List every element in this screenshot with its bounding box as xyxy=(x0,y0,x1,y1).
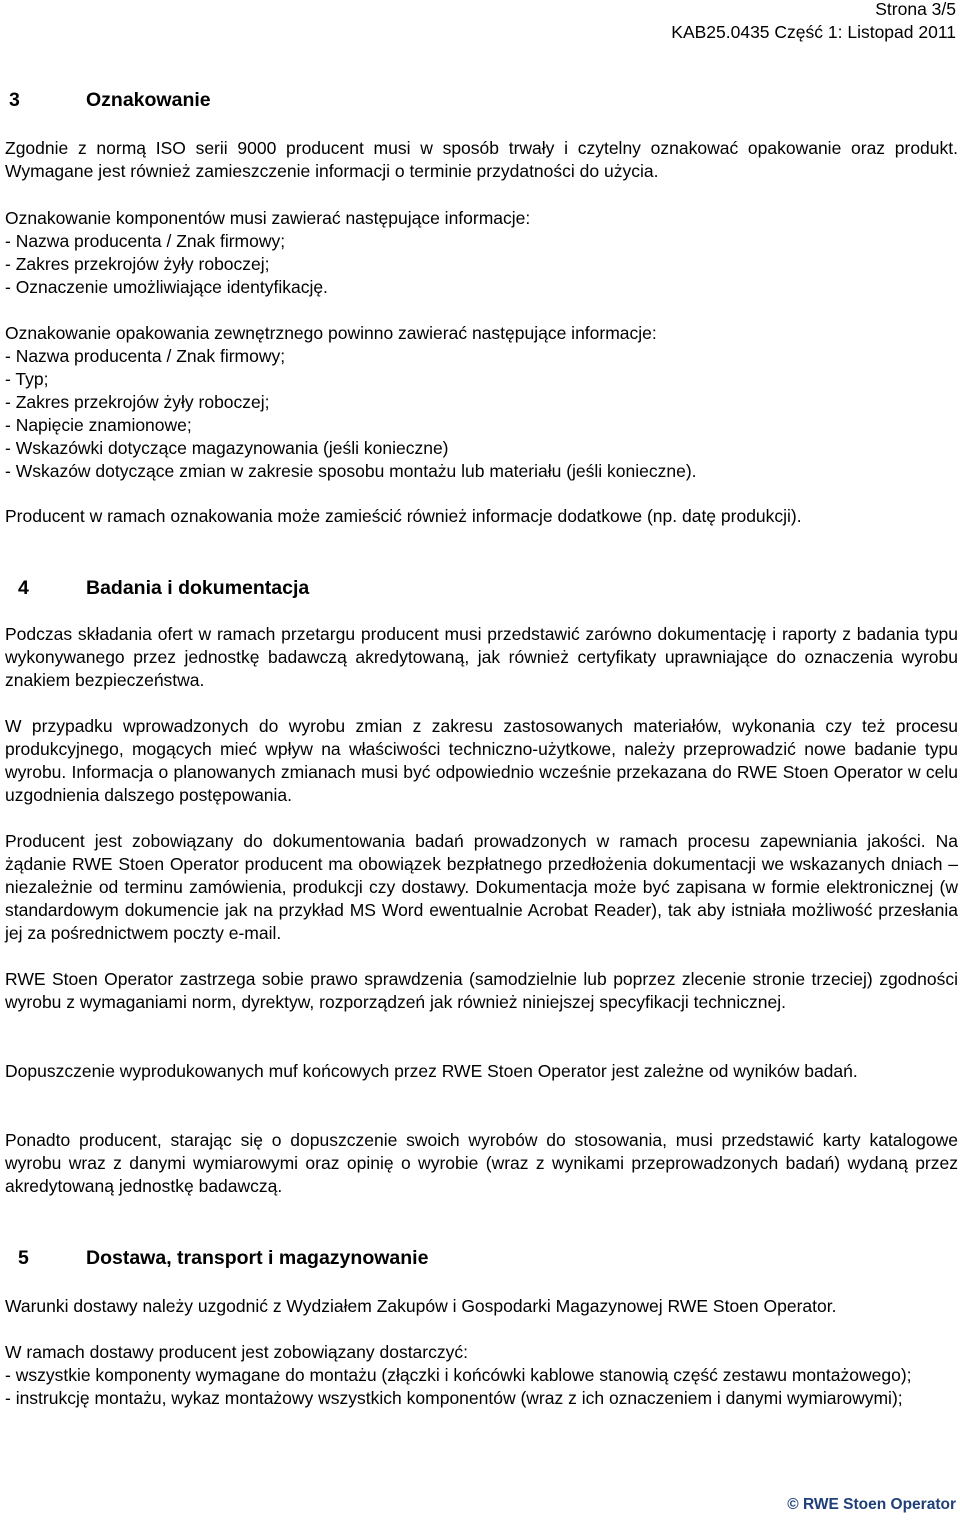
page-header xyxy=(671,0,956,44)
section-4-paragraph-5: Dopuszczenie wyprodukowanych muf końcowych przez RWE Stoen Operator jest zależne od wyników badań. xyxy=(5,1061,858,1081)
document-id: KAB25.0435 Część 1: Listopad 2011 xyxy=(671,22,956,42)
section-3-component-marking xyxy=(5,207,958,299)
list-item: - Zakres przekrojów żyły roboczej; xyxy=(5,254,270,274)
list-item: - instrukcję montażu, wykaz montażowy wszystkich komponentów (wraz z ich oznaczeniem i danymi wymiarowymi); xyxy=(5,1388,903,1408)
section-3-packaging-marking xyxy=(5,322,958,483)
list-item: - Napięcie znamionowe; xyxy=(5,415,192,435)
section-4-paragraph-2: W przypadku wprowadzonych do wyrobu zmian z zakresu zastosowanych materiałów, wykonania czy też procesu produkcyjnego, mogących mieć wpływ na właściwości techniczno-użytkowe, należy przeprowadzić nowe badanie typu wyrobu. Informacja o planowanych zmianach musi być odpowiednio wcześnie przekazana do RWE Stoen Operator w celu uzgodnienia dalszego postępowania. xyxy=(5,716,958,805)
component-marking-intro: Oznakowanie komponentów musi zawierać następujące informacje: xyxy=(5,208,531,228)
list-item: - Oznaczenie umożliwiające identyfikację. xyxy=(5,277,328,297)
list-item: - Nazwa producenta / Znak firmowy; xyxy=(5,231,286,251)
list-item: - Zakres przekrojów żyły roboczej; xyxy=(5,392,270,412)
section-5-paragraph-1: Warunki dostawy należy uzgodnić z Wydziałem Zakupów i Gospodarki Magazynowej RWE Stoen Operator. xyxy=(5,1296,837,1316)
list-item: - Typ; xyxy=(5,369,49,389)
section-3-heading xyxy=(5,88,211,112)
section-4-paragraph-3: Producent jest zobowiązany do dokumentowania badań prowadzonych w ramach procesu zapewniania jakości. Na żądanie RWE Stoen Operator producent ma obowiązek bezpłatnego przedłożenia dokumentacji we wskazanych dniach – niezależnie od terminu zamówienia, produkcji czy dostawy. Dokumentacja może być zapisana w formie elektronicznej (w standardowym dokumencie jak na przykład MS Word ewentualnie Acrobat Reader), tak aby istniała możliwość przesłania jej za pośrednictwem poczty e-mail. xyxy=(5,831,958,943)
list-item: - Nazwa producenta / Znak firmowy; xyxy=(5,346,286,366)
section-5-number: 5 xyxy=(18,1247,29,1269)
packaging-marking-intro: Oznakowanie opakowania zewnętrznego powinno zawierać następujące informacje: xyxy=(5,323,657,343)
section-4-heading xyxy=(5,576,309,600)
section-3-paragraph-4: Producent w ramach oznakowania może zamieścić również informacje dodatkowe (np. datę produkcji). xyxy=(5,506,802,526)
list-item: - Wskazów dotyczące zmian w zakresie sposobu montażu lub materiału (jeśli konieczne). xyxy=(5,461,697,481)
list-item: - Wskazówki dotyczące magazynowania (jeśli konieczne) xyxy=(5,438,449,458)
page-number: Strona 3/5 xyxy=(875,0,956,19)
list-item: - wszystkie komponenty wymagane do montażu (złączki i końcówki kablowe stanowią część zestawu montażowego); xyxy=(5,1365,912,1385)
section-5-delivery-list xyxy=(5,1341,925,1410)
section-4-number: 4 xyxy=(18,577,29,599)
section-4-paragraph-1: Podczas składania ofert w ramach przetargu producent musi przedstawić zarówno dokumentację i raporty z badania typu wykonywanego przez jednostkę badawczą akredytowaną, jak również certyfikaty uprawniające do oznaczenia wyrobu znakiem bezpieczeństwa. xyxy=(5,624,958,690)
section-4-paragraph-4: RWE Stoen Operator zastrzega sobie prawo sprawdzenia (samodzielnie lub poprzez zlecenie stronie trzeciej) zgodności wyrobu z wymaganiami norm, dyrektyw, rozporządzeń jak również niniejszej specyfikacji technicznej. xyxy=(5,969,958,1012)
section-3-title: Oznakowanie xyxy=(86,89,211,111)
section-5-title: Dostawa, transport i magazynowanie xyxy=(86,1247,429,1269)
section-5-heading xyxy=(5,1246,428,1270)
section-3-paragraph-1: Zgodnie z normą ISO serii 9000 producent musi w sposób trwały i czytelny oznakować opakowanie oraz produkt. Wymagane jest również zamieszczenie informacji o terminie przydatności do użycia. xyxy=(5,138,958,181)
section-4-title: Badania i dokumentacja xyxy=(86,577,310,599)
company-logo: © RWE Stoen Operator xyxy=(787,1496,956,1513)
section-3-number: 3 xyxy=(9,89,20,111)
delivery-list-intro: W ramach dostawy producent jest zobowiązany dostarczyć: xyxy=(5,1342,468,1362)
section-4-paragraph-6: Ponadto producent, starając się o dopuszczenie swoich wyrobów do stosowania, musi przedstawić karty katalogowe wyrobu wraz z danymi wymiarowymi oraz opinię o wyrobie (wraz z wynikami przeprowadzonych badań) wydaną przez akredytowaną jednostkę badawczą. xyxy=(5,1130,958,1196)
